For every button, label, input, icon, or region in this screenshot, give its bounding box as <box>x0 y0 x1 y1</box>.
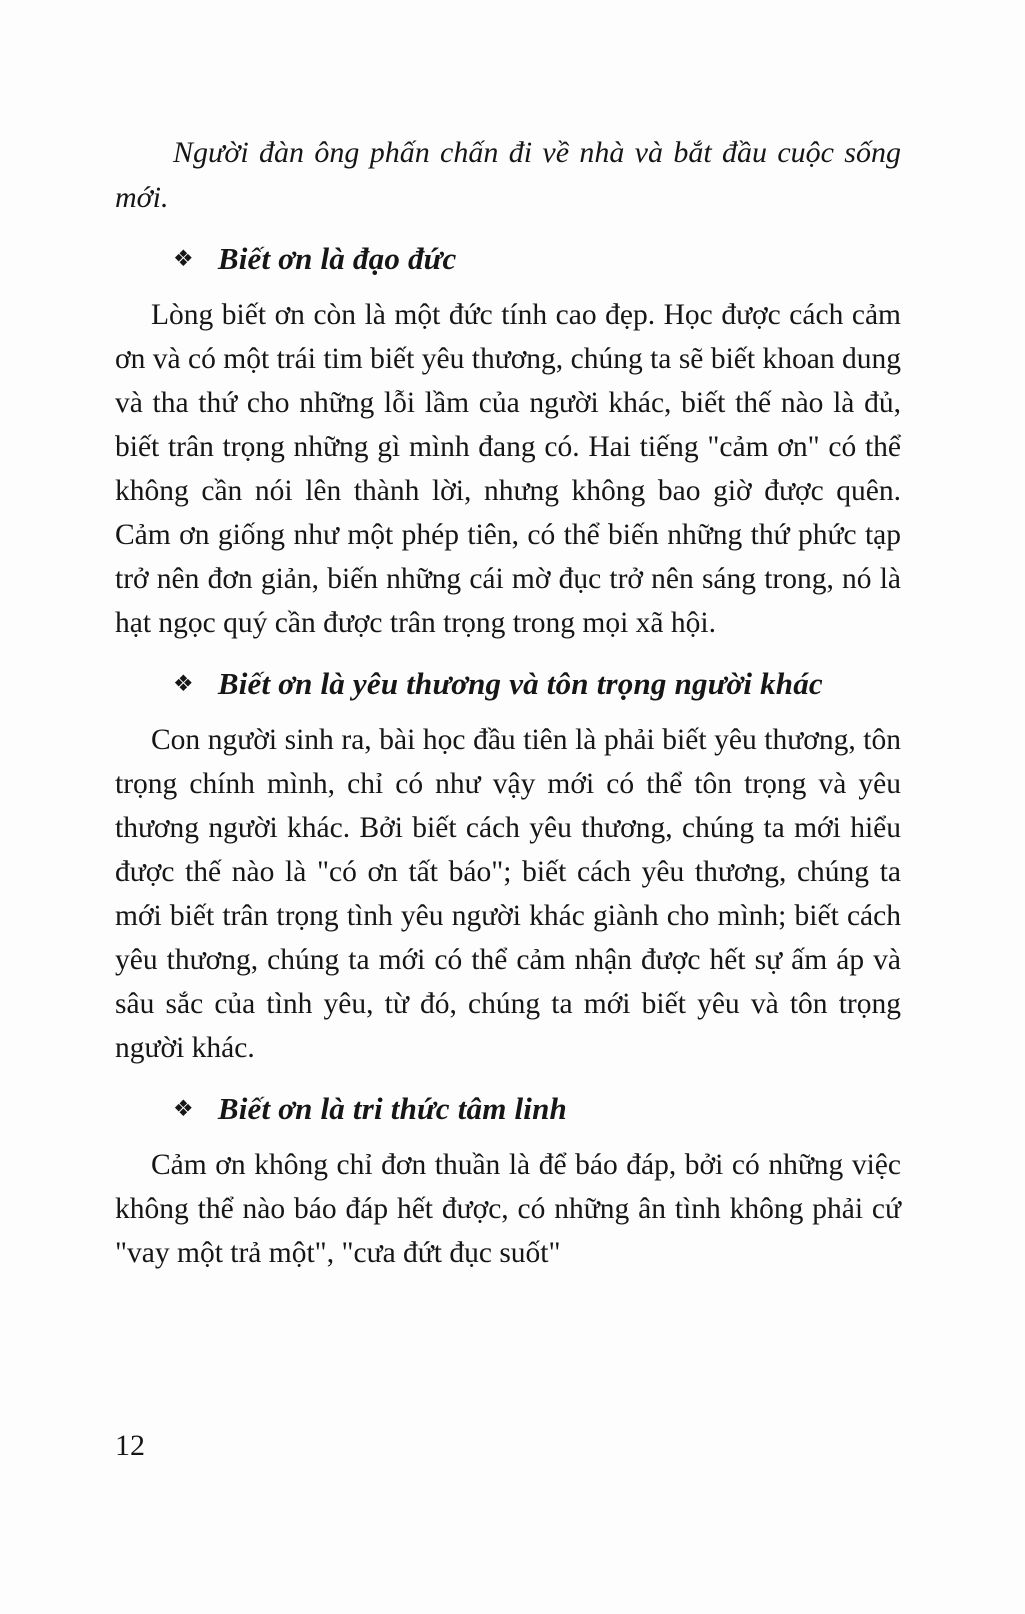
diamond-bullet-icon: ❖ <box>173 1096 194 1121</box>
section-gratitude-spiritual-knowledge <box>115 1086 901 1275</box>
section-heading <box>115 236 901 285</box>
section-heading <box>115 661 901 710</box>
intro-paragraph: Người đàn ông phấn chấn đi về nhà và bắt đầu cuộc sống mới. <box>115 136 901 214</box>
diamond-bullet-icon: ❖ <box>173 246 194 271</box>
page-content <box>115 130 901 1275</box>
section-heading <box>115 1086 901 1135</box>
section-heading-text: Biết ơn là tri thức tâm linh <box>217 1091 567 1126</box>
diamond-bullet-icon: ❖ <box>173 671 194 696</box>
page-number: 12 <box>115 1429 145 1462</box>
section-heading-text: Biết ơn là yêu thương và tôn trọng người khác <box>217 666 823 701</box>
section-heading-text: Biết ơn là đạo đức <box>217 241 457 276</box>
section-body: Lòng biết ơn còn là một đức tính cao đẹp. Học được cách cảm ơn và có một trái tim biết yêu thương, chúng ta sẽ biết khoan dung và tha thứ cho những lỗi lầm của người khác, biết thế nào là đủ, biết trân trọng những gì mình đang có. Hai tiếng "cảm ơn" có thể không cần nói lên thành lời, nhưng không bao giờ được quên. Cảm ơn giống như một phép tiên, có thể biến những thứ phức tạp trở nên đơn giản, biến những cái mờ đục trở nên sáng trong, nó là hạt ngọc quý cần được trân trọng trong mọi xã hội. <box>115 299 901 639</box>
section-body: Cảm ơn không chỉ đơn thuần là để báo đáp, bởi có những việc không thể nào báo đáp hết được, có những ân tình không phải cứ "vay một trả một", "cưa đứt đục suốt" <box>115 1149 901 1269</box>
section-gratitude-morality <box>115 236 901 645</box>
section-gratitude-love-respect <box>115 661 901 1070</box>
section-body: Con người sinh ra, bài học đầu tiên là phải biết yêu thương, tôn trọng chính mình, chỉ có như vậy mới có thể tôn trọng và yêu thương người khác. Bởi biết cách yêu thương, chúng ta mới hiểu được thế nào là "có ơn tất báo"; biết cách yêu thương, chúng ta mới biết trân trọng tình yêu người khác giành cho mình; biết cách yêu thương, chúng ta mới có thể cảm nhận được hết sự ấm áp và sâu sắc của tình yêu, từ đó, chúng ta mới biết yêu và tôn trọng người khác. <box>115 724 901 1064</box>
